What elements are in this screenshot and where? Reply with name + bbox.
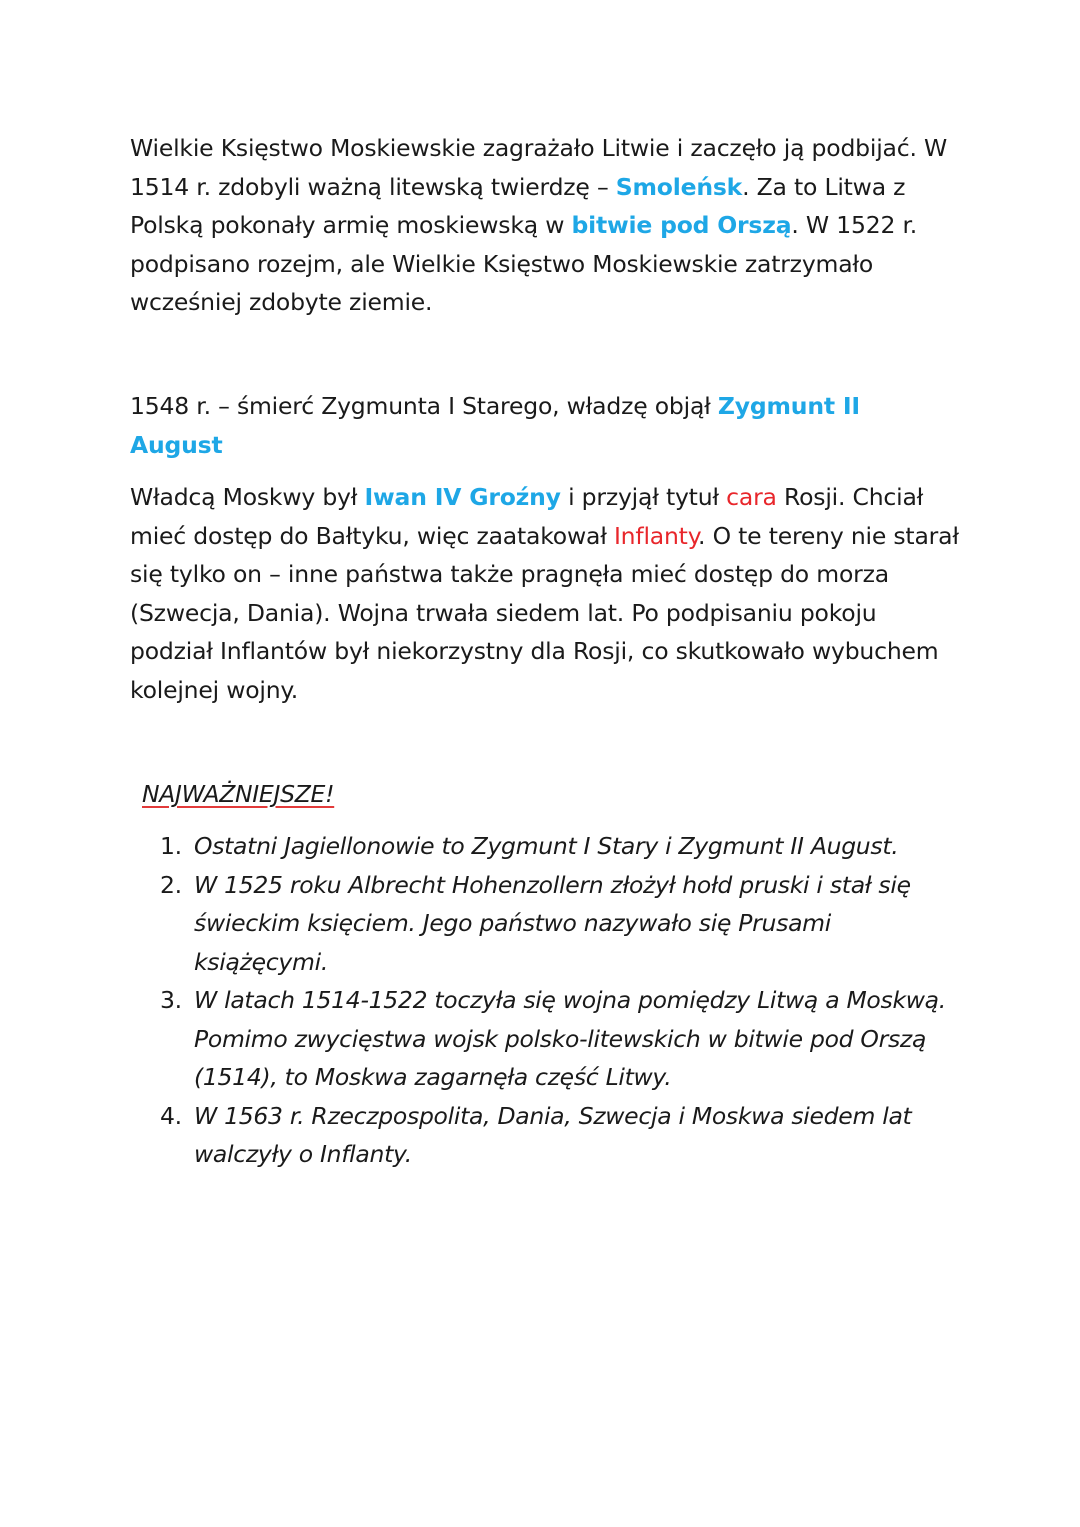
keyword-cara: cara <box>726 483 777 511</box>
paragraph-zygmunt-death <box>130 387 960 464</box>
paragraph-moscow-lithuania <box>130 129 960 322</box>
list-item <box>160 1097 960 1174</box>
summary-list <box>160 827 960 1174</box>
list-item-number: 2. <box>160 870 182 899</box>
para1-text-1: Wielkie Księstwo Moskiewskie zagrażało Litwie i zaczęło ją podbijać. W 1514 r. zdobyli ważną litewską twierdzę – <box>130 134 948 201</box>
list-item-text: W 1563 r. Rzeczpospolita, Dania, Szwecja i Moskwa siedem lat walczyły o Inflanty. <box>194 1101 912 1168</box>
keyword-iwan: Iwan IV Groźny <box>364 483 561 511</box>
para3-text-2: i przyjął tytuł <box>560 483 727 511</box>
para1-text-3: . W 1522 r. podpisano rozejm, ale Wielkie Księstwo Moskiewskie zatrzymało wcześniej zdobyte ziemie. <box>130 211 918 316</box>
list-item-number: 3. <box>160 986 182 1014</box>
keyword-orsza: bitwie pod Orszą <box>571 211 792 239</box>
list-item <box>160 981 960 1097</box>
list-item-number: 4. <box>160 1101 182 1130</box>
paragraph-ivan-livonia <box>130 478 960 709</box>
para1-text-2: . Za to Litwa z Polską pokonały armię moskiewską w <box>130 172 906 239</box>
keyword-smolensk: Smoleńsk <box>615 172 743 201</box>
para3-text-3: Rosji. Chciał mieć dostęp do Bałtyku, więc zaatakował <box>130 483 924 550</box>
list-item-number: 1. <box>160 832 182 860</box>
list-item <box>160 866 960 982</box>
para2-text-1: 1548 r. – śmierć Zygmunta I Starego, władzę objął <box>130 392 718 420</box>
list-item-text: W 1525 roku Albrecht Hohenzollern złożył hołd pruski i stał się świeckim księciem. Jego państwo nazywało się Prusami książęcymi. <box>194 870 911 976</box>
list-item-text: Ostatni Jagiellonowie to Zygmunt I Stary i Zygmunt II August. <box>194 832 899 860</box>
list-item-text: W latach 1514-1522 toczyła się wojna pomiędzy Litwą a Moskwą. Pomimo zwycięstwa wojsk polsko-litewskich w bitwie pod Orszą (1514), to Moskwa zagarnęła część Litwy. <box>194 986 946 1091</box>
keyword-zygmunt-august: Zygmunt II August <box>130 392 860 459</box>
para3-text-1: Władcą Moskwy był <box>130 483 365 511</box>
summary-heading: NAJWAŻNIEJSZE! <box>142 780 335 808</box>
para3-text-4: . O te tereny nie starał się tylko on – inne państwa także pragnęła mieć dostęp do morza (Szwecja, Dania). Wojna trwała siedem lat. Po podpisaniu pokoju podział Inflantów był niekorzystny dla Rosji, co skutkowało wybuchem kolejnej wojny. <box>130 521 959 704</box>
list-item <box>160 827 960 866</box>
keyword-inflanty: Inflanty <box>613 521 699 550</box>
